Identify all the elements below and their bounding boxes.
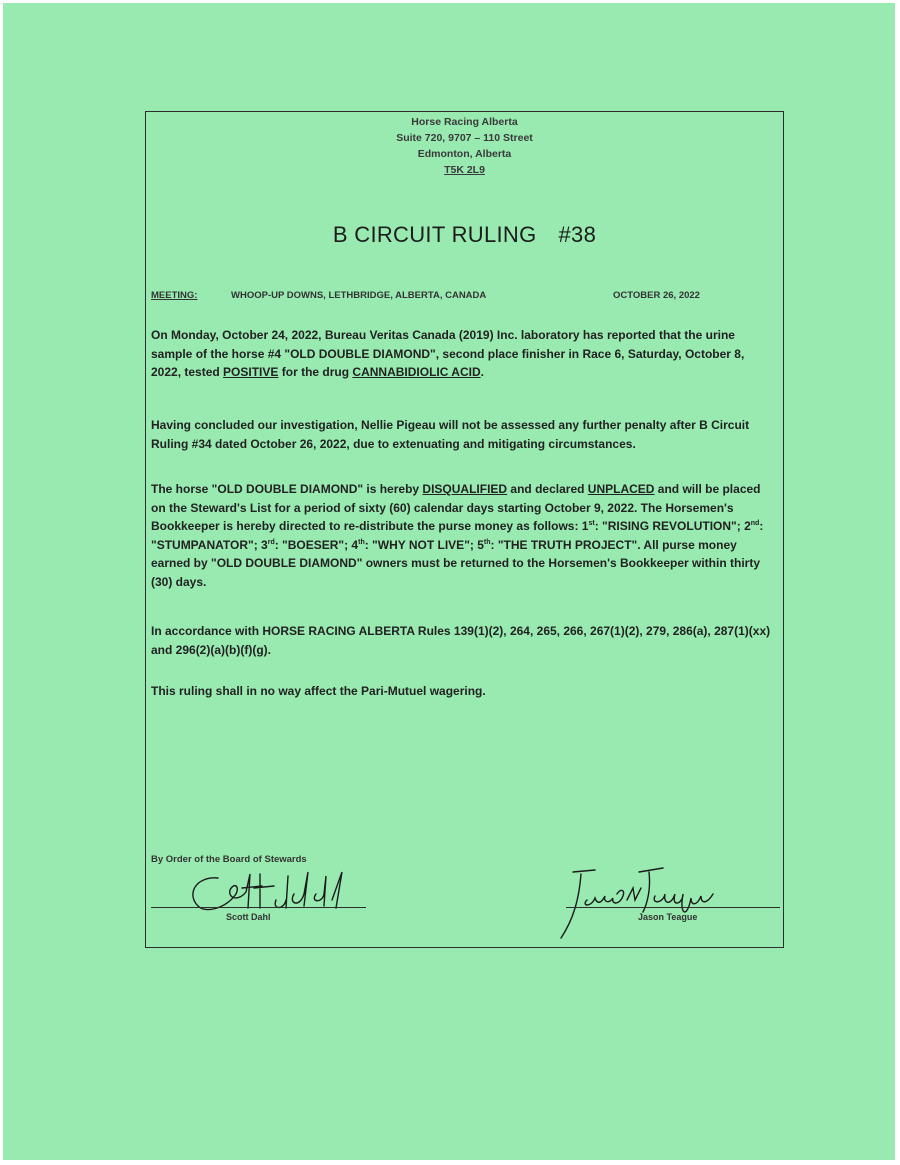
meeting-date: OCTOBER 26, 2022 [613,290,700,301]
ordinal-4th: th [358,538,365,546]
steward-name-left: Scott Dahl [226,912,271,922]
organization-name: Horse Racing Alberta [411,116,518,128]
steward-name-right: Jason Teague [638,912,698,922]
signature-line-right [566,907,780,908]
signature-jason-teague-icon [551,860,751,945]
p1-text-b: for the drug [278,365,353,379]
p3-text-d: : "RISING REVOLUTION"; 2 [594,519,751,533]
ruling-title [146,222,783,248]
meeting-line [151,290,711,301]
p3-text-a: The horse "OLD DOUBLE DIAMOND" is hereby [151,482,423,496]
paragraph-disqualification [151,480,776,591]
ruling-frame [145,111,784,948]
paragraph-investigation: Having concluded our investigation, Nellie Pigeau will not be assessed any further penalty after B Circuit Ruling #34 dated October 26, 2022, due to extenuating and mitigating circumstances. [151,418,750,451]
p3-text-f: : "BOESER"; 4 [274,537,359,552]
p3-text-h: : "THE TRUTH PROJECT". All purse money earned by "OLD DOUBLE DIAMOND" owners must be returned to the Horsemen's Bookkeeper within thirty (30) days. [151,537,760,589]
p3-text-g: : "WHY NOT LIVE"; 5 [364,537,484,552]
postal-code: T5K 2L9 [444,164,485,176]
ordinal-5th: th [483,538,491,546]
paragraph-wagering: This ruling shall in no way affect the Pari-Mutuel wagering. [151,684,486,698]
paragraph-rules: In accordance with HORSE RACING ALBERTA Rules 139(1)(2), 264, 265, 266, 267(1)(2), 279, 286(a), 287(1)(xx) and 296(2)(a)(b)(f)(g). [151,624,771,657]
positive-text: POSITIVE [223,365,279,379]
p1-text: On Monday, October 24, 2022, Bureau Veritas Canada (2019) Inc. laboratory has reported that the urine sample of the horse #4 "OLD DOUBLE DIAMOND", second place finisher in Race 6, Saturday, October 8, 2022, tested [151,328,745,379]
paragraph-lab-report [151,326,776,382]
city-address: Edmonton, Alberta [417,148,512,160]
signature-scott-dahl-icon [176,864,366,926]
p3-text-c: and will be placed on the Steward's List for a period of sixty (60) calendar days starting October 9, 2022. The Horsemen's Bookkeeper is hereby directed to re-distribute the purse money as follows: 1 [151,482,761,533]
document-page [3,3,895,1160]
meeting-label: MEETING: [151,290,198,301]
p3-text-e: : "STUMPANATOR"; 3 [151,519,764,552]
p3-text-b: and declared [507,482,588,496]
signature-line-left [151,907,366,908]
letterhead [146,114,783,178]
board-order-text: By Order of the Board of Stewards [151,854,307,865]
ordinal-2nd: nd [750,520,760,527]
unplaced-text: UNPLACED [587,482,655,496]
p1-text-c: . [480,365,484,379]
street-address: Suite 720, 9707 – 110 Street [396,132,533,144]
drug-name: CANNABIDIOLIC ACID [352,365,481,379]
disqualified-text: DISQUALIFIED [422,482,508,496]
meeting-venue: WHOOP-UP DOWNS, LETHBRIDGE, ALBERTA, CANADA [231,290,487,301]
ruling-title-text: B CIRCUIT RULING [332,222,537,247]
ordinal-1st: st [588,520,595,527]
ordinal-3rd: rd [267,538,275,546]
ruling-number: #38 [558,222,597,247]
